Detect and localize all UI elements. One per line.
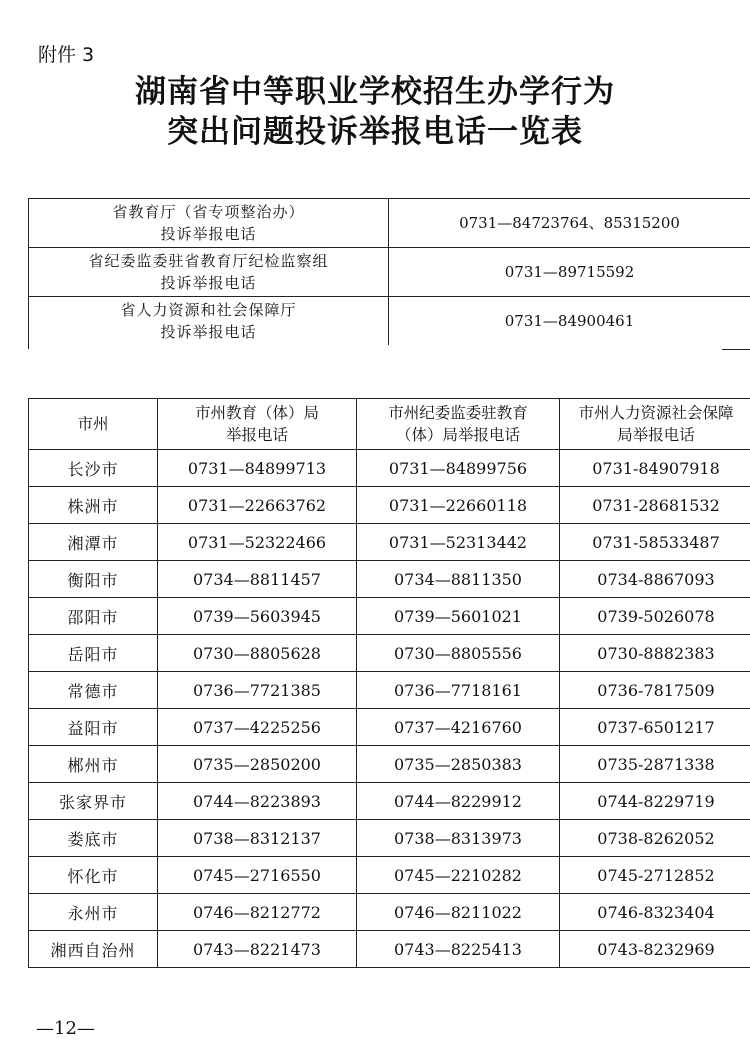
attachment-label: 附件 3 [38, 44, 95, 66]
city-name: 郴州市 [29, 746, 158, 783]
education-phone: 0730—8805628 [158, 635, 357, 672]
city-name: 湘潭市 [29, 524, 158, 561]
contact-phone: 0731—84723764、85315200 [389, 199, 750, 248]
hr-phone: 0730-8882383 [560, 635, 750, 672]
table-row [29, 746, 750, 783]
table-header-row [29, 399, 750, 450]
hr-phone: 0743-8232969 [560, 931, 750, 968]
city-name: 湘西自治州 [29, 931, 158, 968]
city-name: 怀化市 [29, 857, 158, 894]
discipline-phone: 0731—22660118 [357, 487, 560, 524]
city-name: 益阳市 [29, 709, 158, 746]
city-name: 长沙市 [29, 450, 158, 487]
city-name: 常德市 [29, 672, 158, 709]
hr-phone: 0737-6501217 [560, 709, 750, 746]
education-phone: 0746—8212772 [158, 894, 357, 931]
city-name: 永州市 [29, 894, 158, 931]
hr-phone: 0731-28681532 [560, 487, 750, 524]
table-row [29, 561, 750, 598]
city-name: 岳阳市 [29, 635, 158, 672]
table-row [29, 820, 750, 857]
discipline-phone: 0743—8225413 [357, 931, 560, 968]
education-phone: 0736—7721385 [158, 672, 357, 709]
table-border-fragment [28, 343, 29, 349]
table-row [29, 598, 750, 635]
provincial-contact-row [29, 199, 750, 248]
education-phone: 0735—2850200 [158, 746, 357, 783]
discipline-phone: 0735—2850383 [357, 746, 560, 783]
education-phone: 0731—52322466 [158, 524, 357, 561]
hr-phone: 0731-84907918 [560, 450, 750, 487]
table-row [29, 783, 750, 820]
education-phone: 0743—8221473 [158, 931, 357, 968]
discipline-phone: 0730—8805556 [357, 635, 560, 672]
header-education-bureau: 市州教育（体）局 举报电话 [158, 399, 357, 450]
provincial-contact-row [29, 297, 750, 346]
contact-phone: 0731—84900461 [389, 297, 750, 346]
table-row [29, 635, 750, 672]
table-row [29, 487, 750, 524]
education-phone: 0745—2716550 [158, 857, 357, 894]
document-title-line2: 突出问题投诉举报电话一览表 [167, 114, 583, 150]
discipline-phone: 0745—2210282 [357, 857, 560, 894]
discipline-phone: 0734—8811350 [357, 561, 560, 598]
city-name: 张家界市 [29, 783, 158, 820]
discipline-phone: 0739—5601021 [357, 598, 560, 635]
hr-phone: 0734-8867093 [560, 561, 750, 598]
table-row [29, 857, 750, 894]
city-contacts-table [28, 398, 750, 968]
education-phone: 0739—5603945 [158, 598, 357, 635]
contact-label: 省教育厅（省专项整治办） 投诉举报电话 [29, 199, 389, 248]
hr-phone: 0739-5026078 [560, 598, 750, 635]
education-phone: 0737—4225256 [158, 709, 357, 746]
education-phone: 0738—8312137 [158, 820, 357, 857]
table-row [29, 450, 750, 487]
hr-phone: 0735-2871338 [560, 746, 750, 783]
discipline-phone: 0731—52313442 [357, 524, 560, 561]
education-phone: 0744—8223893 [158, 783, 357, 820]
contact-phone: 0731—89715592 [389, 248, 750, 297]
hr-phone: 0736-7817509 [560, 672, 750, 709]
discipline-phone: 0738—8313973 [357, 820, 560, 857]
table-row [29, 894, 750, 931]
discipline-phone: 0746—8211022 [357, 894, 560, 931]
education-phone: 0734—8811457 [158, 561, 357, 598]
city-name: 株洲市 [29, 487, 158, 524]
table-border-fragment [722, 349, 750, 350]
education-phone: 0731—22663762 [158, 487, 357, 524]
header-human-resources: 市州人力资源社会保障 局举报电话 [560, 399, 750, 450]
document-title-line1: 湖南省中等职业学校招生办学行为 [135, 74, 615, 110]
header-discipline-inspection: 市州纪委监委驻教育 （体）局举报电话 [357, 399, 560, 450]
table-row [29, 709, 750, 746]
table-row [29, 672, 750, 709]
education-phone: 0731—84899713 [158, 450, 357, 487]
hr-phone: 0731-58533487 [560, 524, 750, 561]
table-row [29, 524, 750, 561]
contact-label: 省纪委监委驻省教育厅纪检监察组 投诉举报电话 [29, 248, 389, 297]
table-row [29, 931, 750, 968]
hr-phone: 0744-8229719 [560, 783, 750, 820]
discipline-phone: 0736—7718161 [357, 672, 560, 709]
city-name: 衡阳市 [29, 561, 158, 598]
city-name: 娄底市 [29, 820, 158, 857]
hr-phone: 0745-2712852 [560, 857, 750, 894]
page-number: —12— [36, 1018, 95, 1039]
hr-phone: 0746-8323404 [560, 894, 750, 931]
city-name: 邵阳市 [29, 598, 158, 635]
provincial-contacts-table [28, 198, 750, 345]
discipline-phone: 0744—8229912 [357, 783, 560, 820]
header-city: 市州 [29, 399, 158, 450]
discipline-phone: 0737—4216760 [357, 709, 560, 746]
provincial-contact-row [29, 248, 750, 297]
contact-label: 省人力资源和社会保障厅 投诉举报电话 [29, 297, 389, 346]
hr-phone: 0738-8262052 [560, 820, 750, 857]
discipline-phone: 0731—84899756 [357, 450, 560, 487]
